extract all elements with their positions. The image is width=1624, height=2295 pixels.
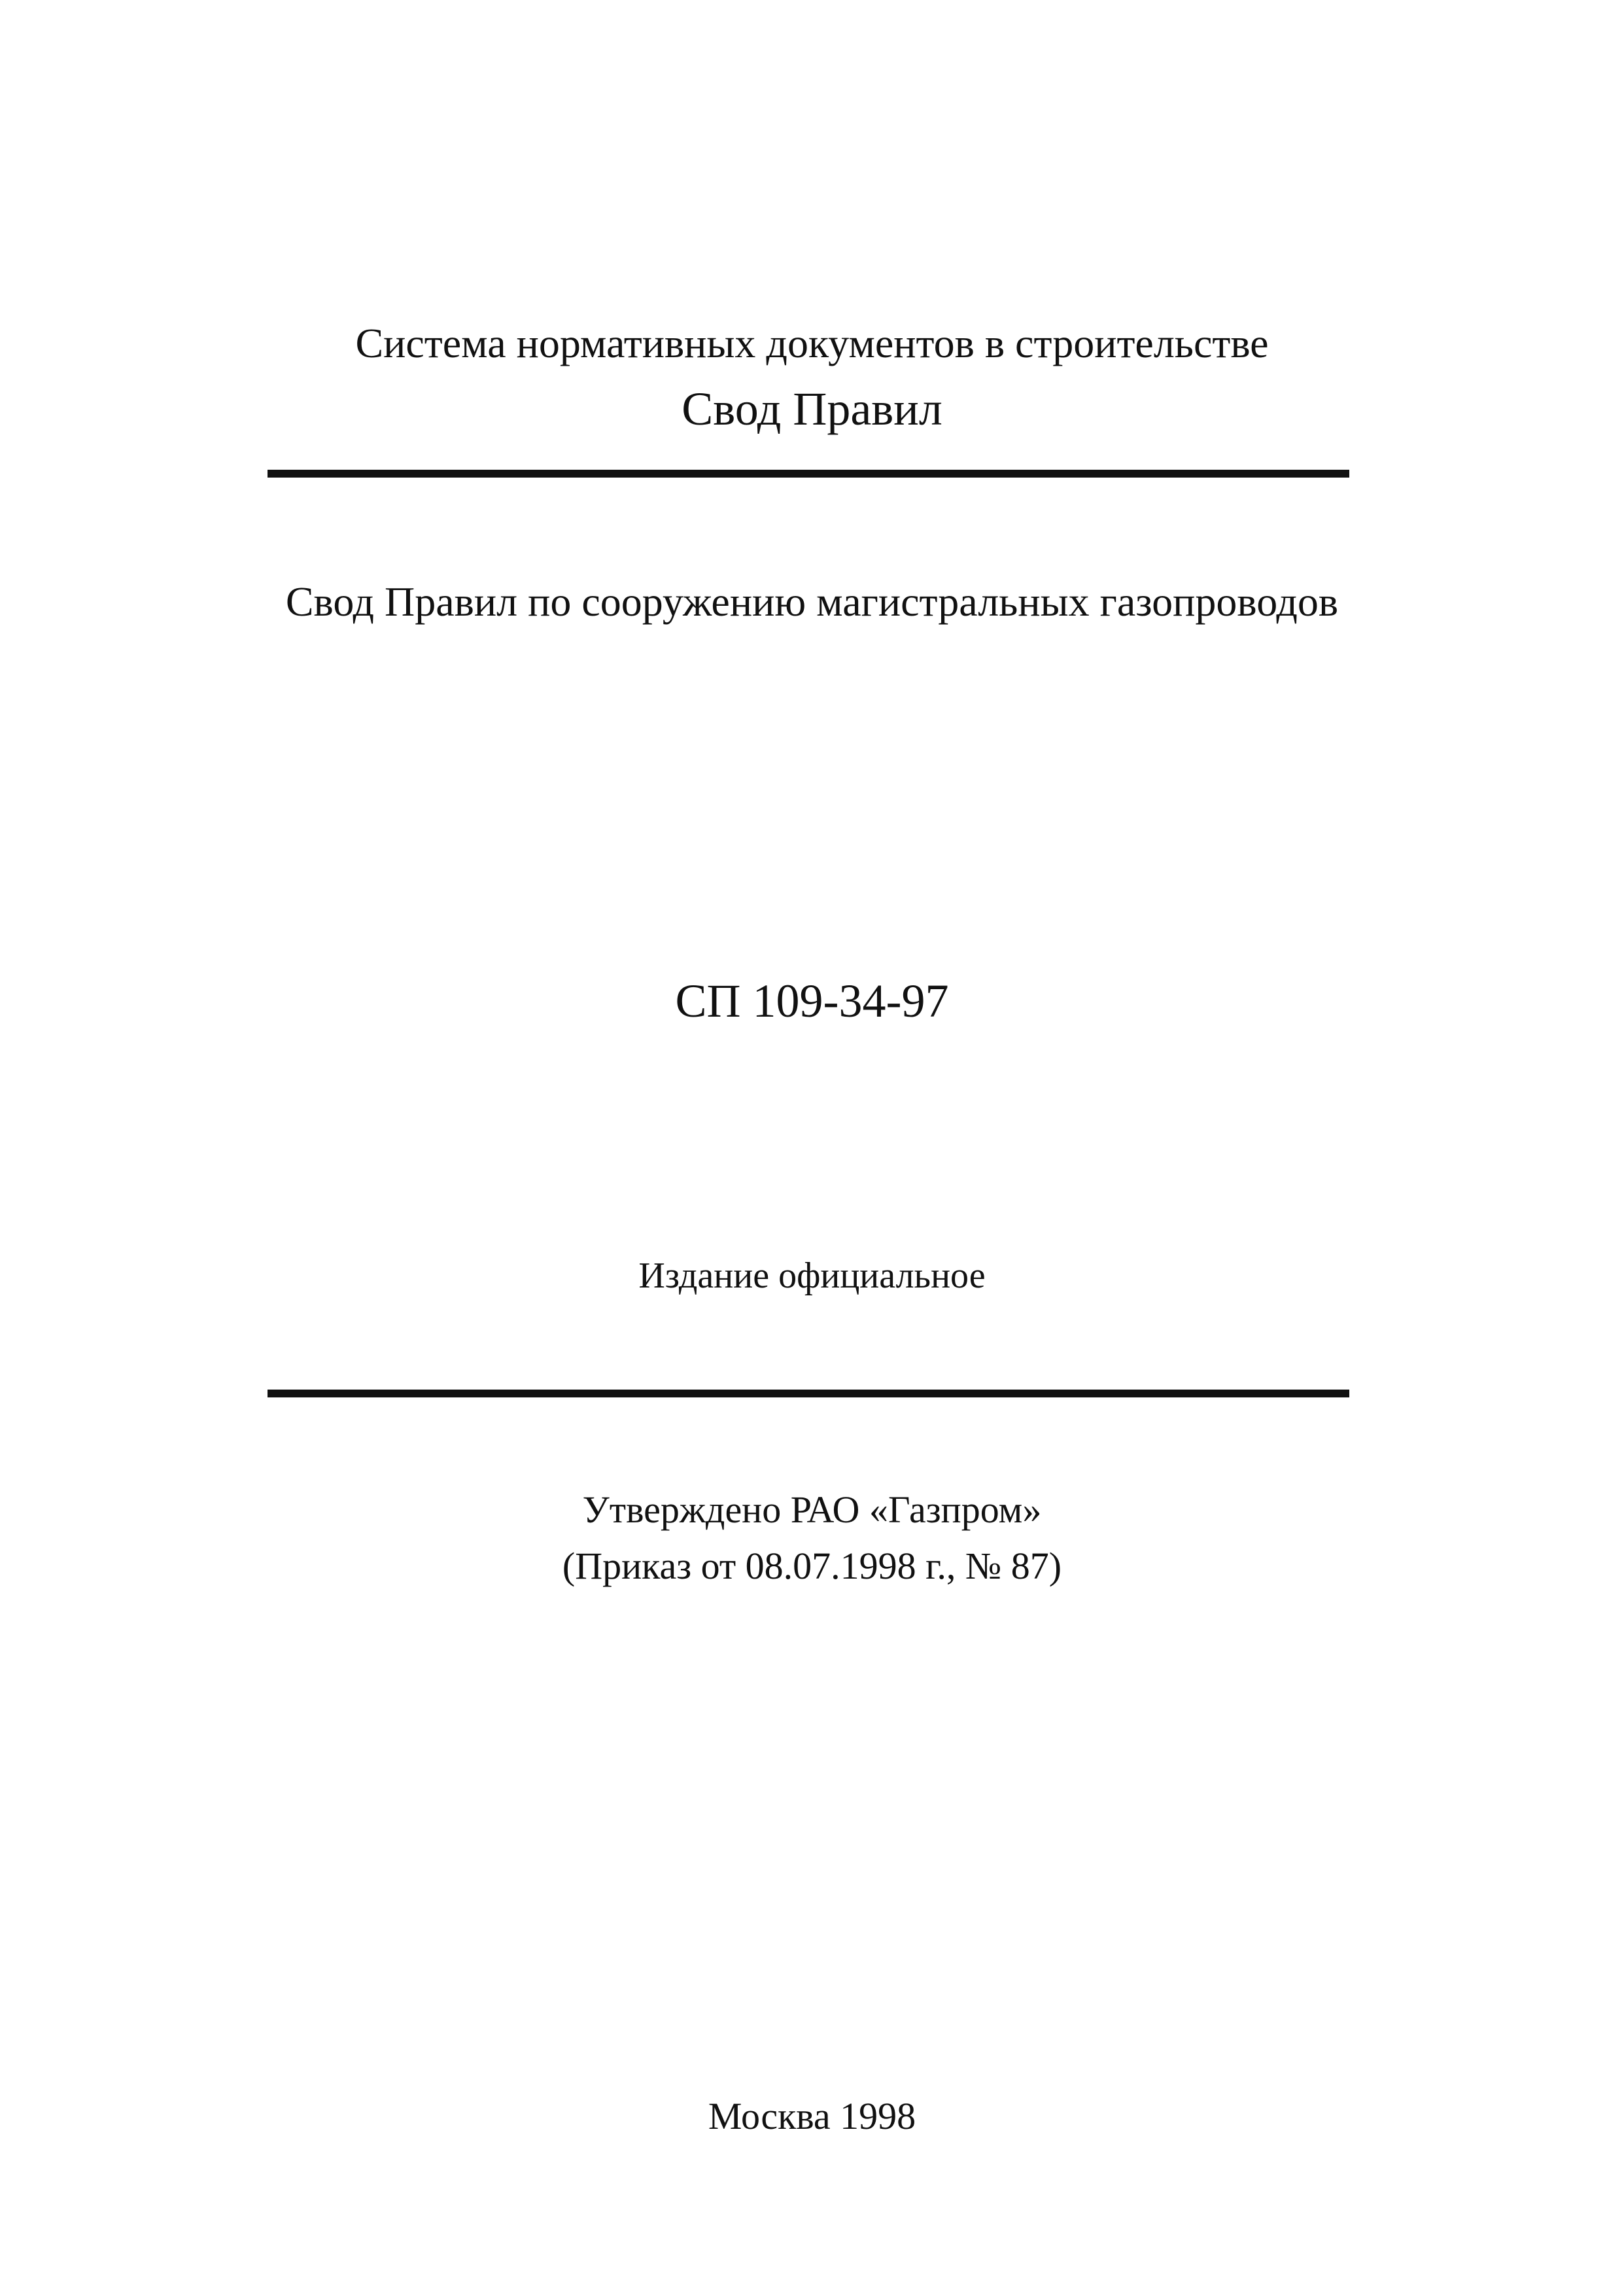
imprint-city-year: Москва 1998 — [708, 2095, 916, 2137]
system-line: Система нормативных документов в строительстве — [355, 320, 1269, 366]
header-divider — [268, 470, 1349, 478]
series-line: Свод Правил — [682, 383, 942, 435]
edition-label: Издание официальное — [638, 1255, 986, 1296]
edition-divider — [268, 1390, 1349, 1397]
approval-line-2: (Приказ от 08.07.1998 г., № 87) — [562, 1545, 1062, 1587]
document-title: Свод Правил по сооружению магистральных газопроводов — [285, 578, 1339, 625]
approval-line-1: Утверждено РАО «Газпром» — [582, 1488, 1042, 1531]
document-designation: СП 109-34-97 — [675, 975, 949, 1027]
